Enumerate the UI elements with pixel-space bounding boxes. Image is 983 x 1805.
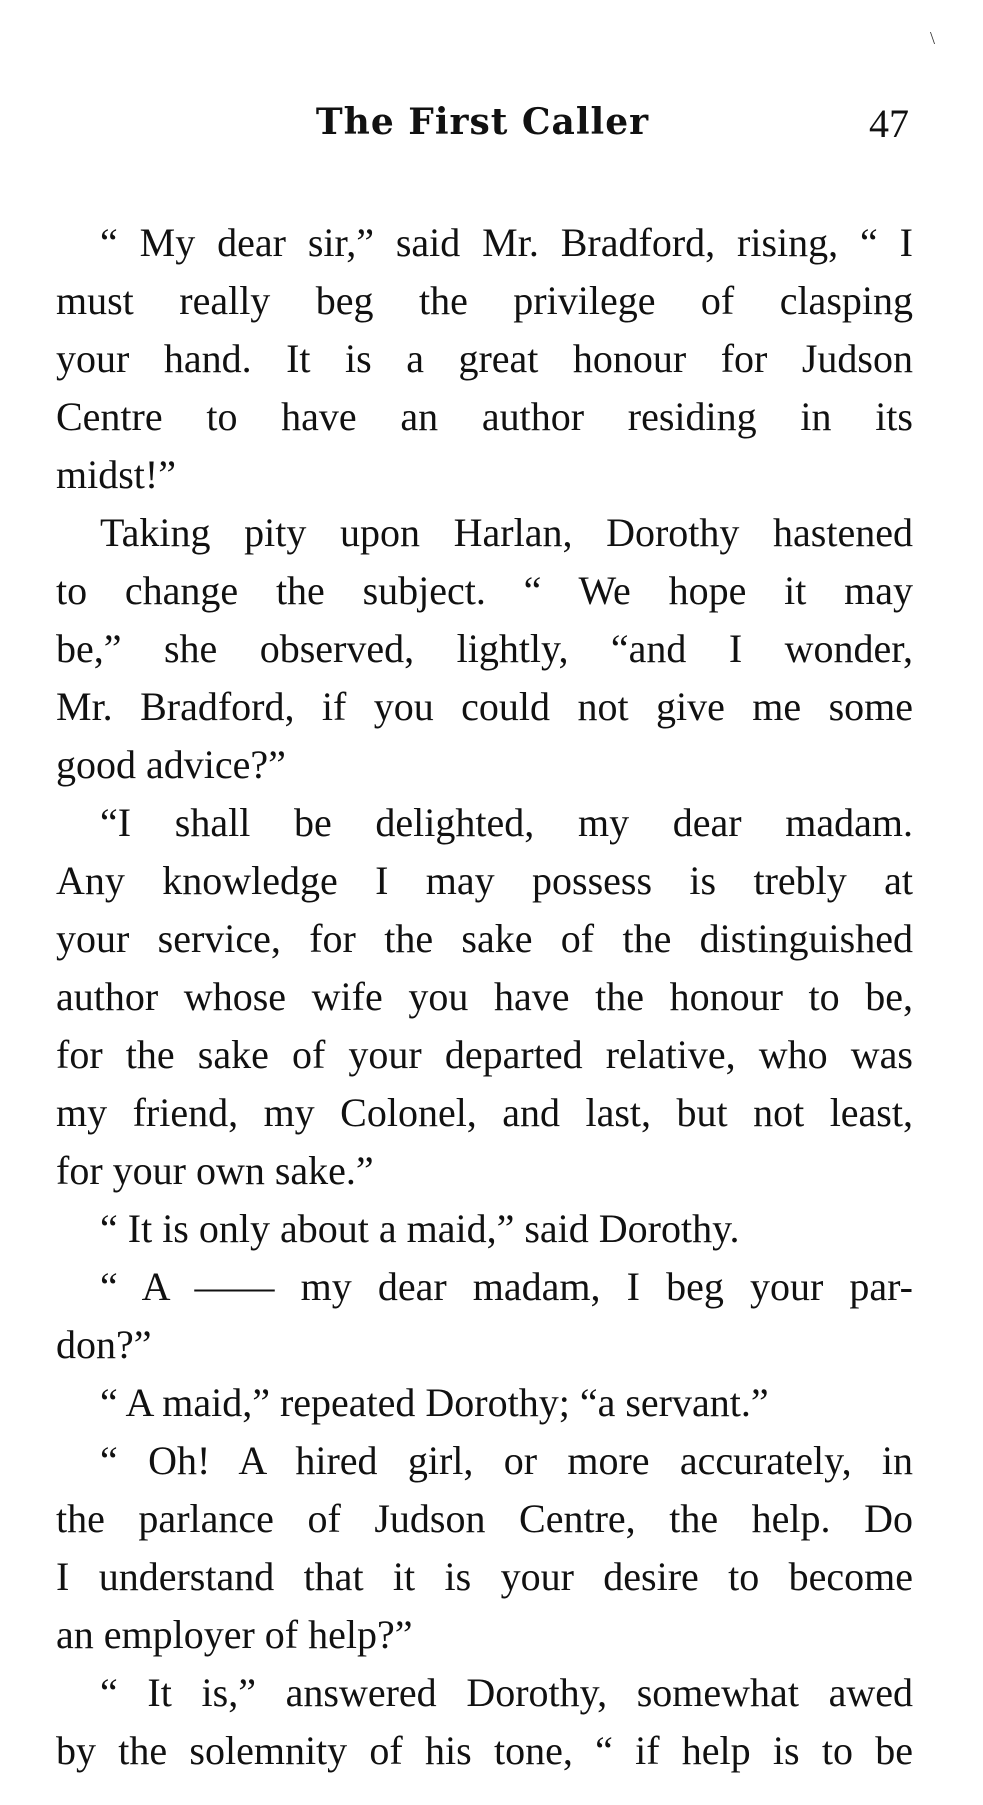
text-line: “ It is,” answered Dorothy, somewhat awed (100, 1670, 913, 1715)
text-line: I understand that it is your desire to become (56, 1554, 913, 1599)
text-line: must really beg the privilege of clasping (56, 278, 913, 323)
body-text (56, 214, 913, 1780)
text-line: for the sake of your departed relative, who was (56, 1032, 913, 1077)
text-line: my friend, my Colonel, and last, but not least, (56, 1090, 913, 1135)
text-line: to change the subject. “ We hope it may (56, 568, 913, 613)
text-line: “ It is only about a maid,” said Dorothy. (100, 1206, 740, 1251)
running-title: The First Caller (315, 101, 650, 143)
text-line: don?” (56, 1322, 152, 1367)
text-line: “ My dear sir,” said Mr. Bradford, rising, “ I (100, 220, 913, 265)
text-line: Centre to have an author residing in its (56, 394, 913, 439)
text-line: Taking pity upon Harlan, Dorothy hastened (100, 510, 913, 555)
text-line: by the solemnity of his tone, “ if help is to be (56, 1728, 913, 1773)
page-number: 47 (869, 101, 909, 146)
text-line: “ A —— my dear madam, I beg your par- (100, 1264, 913, 1309)
page-header (56, 92, 909, 152)
text-line: good advice?” (56, 742, 286, 787)
text-line: “ A maid,” repeated Dorothy; “a servant.” (100, 1380, 769, 1425)
text-line: your hand. It is a great honour for Judson (56, 336, 913, 381)
text-line: an employer of help?” (56, 1612, 413, 1657)
text-line: “I shall be delighted, my dear madam. (100, 800, 913, 845)
text-line: midst!” (56, 452, 176, 497)
text-line: “ Oh! A hired girl, or more accurately, in (100, 1438, 913, 1483)
text-line: Mr. Bradford, if you could not give me some (56, 684, 913, 729)
text-line: author whose wife you have the honour to be, (56, 974, 913, 1019)
text-line: for your own sake.” (56, 1148, 374, 1193)
text-line: be,” she observed, lightly, “and I wonder, (56, 626, 913, 671)
scan-mark: \ (930, 28, 936, 48)
text-line: the parlance of Judson Centre, the help. Do (56, 1496, 913, 1541)
text-line: Any knowledge I may possess is trebly at (56, 858, 913, 903)
text-line: your service, for the sake of the distinguished (56, 916, 913, 961)
